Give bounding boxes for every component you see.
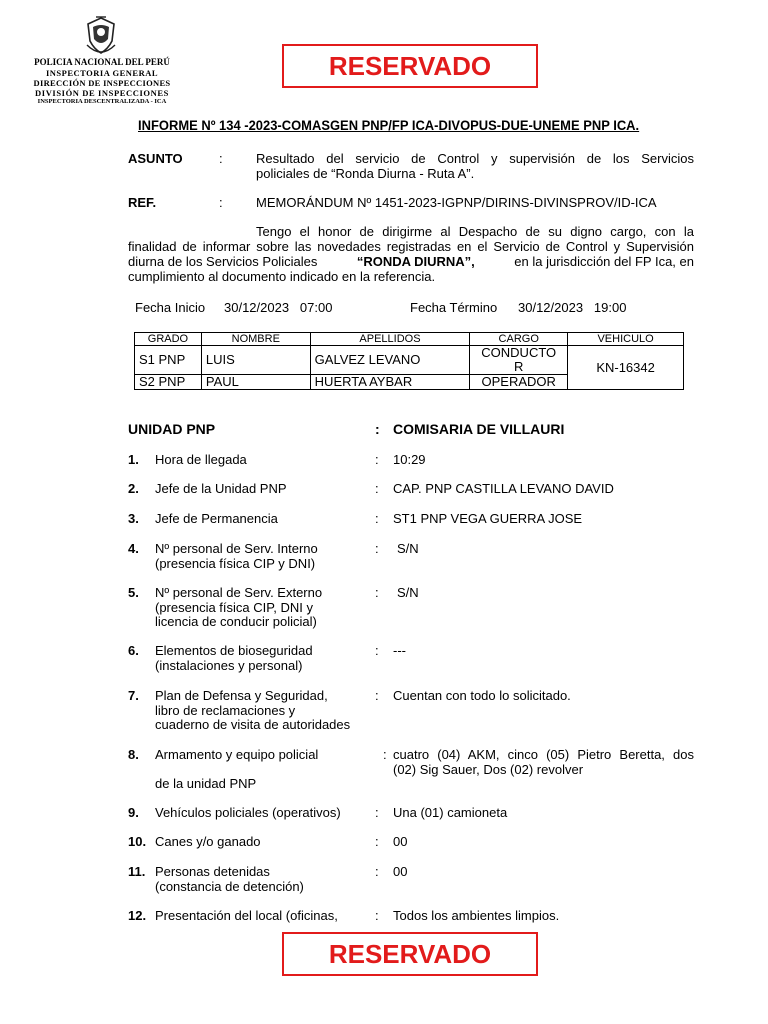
item-value: --- [393, 643, 406, 658]
item-number: 11. [128, 864, 146, 879]
item-label: Elementos de bioseguridad [155, 643, 313, 658]
item-label: Jefe de la Unidad PNP [155, 481, 287, 496]
item-value: Una (01) camioneta [393, 805, 508, 820]
cell-cargo [470, 346, 568, 375]
cell-grado: S2 PNP [135, 375, 202, 390]
intro-line-3a: diurna de los Servicios Policiales [128, 254, 321, 269]
org-line-3: DIRECCIÓN DE INSPECCIONES [33, 78, 171, 88]
asunto-line-1: Resultado del servicio de Control y supervisión de los Servicios [256, 151, 694, 166]
item-label: libro de reclamaciones y [155, 703, 296, 718]
item-label: licencia de conducir policial) [155, 614, 317, 629]
unidad-value: COMISARIA DE VILLAURI [393, 421, 565, 437]
item-value: S/N [397, 585, 419, 600]
table-row [135, 346, 684, 375]
item-number: 12. [128, 908, 147, 923]
item-value: Todos los ambientes limpios. [393, 908, 560, 923]
item-label: Jefe de Permanencia [155, 511, 278, 526]
col-header-apellidos: APELLIDOS [310, 333, 470, 346]
item-number: 9. [128, 805, 139, 820]
ref-label: REF. [128, 195, 157, 210]
item-sep: : [375, 541, 379, 556]
item-label: Nº personal de Serv. Externo [155, 585, 323, 600]
col-header-nombre: NOMBRE [201, 333, 310, 346]
reservado-stamp-top: RESERVADO [282, 44, 538, 88]
col-header-cargo: CARGO [470, 333, 568, 346]
cell-nombre: PAUL [201, 375, 310, 390]
end-label: Fecha Término [410, 300, 498, 315]
start-value: 30/12/2023 07:00 [224, 300, 333, 315]
asunto-label: ASUNTO [128, 151, 183, 166]
org-line-2: INSPECTORIA GENERAL [45, 68, 159, 78]
crew-header-row [135, 333, 684, 346]
item-sep: : [375, 481, 379, 496]
item-value: S/N [397, 541, 419, 556]
org-line-4: DIVISIÓN DE INSPECCIONES [35, 88, 169, 98]
end-value: 30/12/2023 19:00 [518, 300, 627, 315]
item-number: 5. [128, 585, 139, 600]
item-label: de la unidad PNP [155, 776, 257, 791]
item-sep: : [375, 643, 379, 658]
item-number: 1. [128, 452, 139, 467]
item-sep: : [375, 864, 379, 879]
item-value: 00 [393, 834, 408, 849]
intro-line-1: Tengo el honor de dirigirme al Despacho de su digno cargo, con la [256, 224, 694, 239]
item-number: 4. [128, 541, 139, 556]
item-label: (constancia de detención) [155, 879, 304, 894]
intro-line-4: cumplimiento al documento indicado en la referencia. [128, 269, 436, 284]
item-value: Cuentan con todo lo solicitado. [393, 688, 571, 703]
item-label: (presencia física CIP y DNI) [155, 556, 316, 571]
item-sep: : [383, 747, 387, 762]
cell-cargo-line-2: R [514, 359, 524, 374]
item-label: Vehículos policiales (operativos) [155, 805, 341, 820]
item-label: Plan de Defensa y Seguridad, [155, 688, 328, 703]
item-number: 10. [128, 834, 147, 849]
cell-apellidos: GALVEZ LEVANO [310, 346, 470, 375]
item-value: CAP. PNP CASTILLA LEVANO DAVID [393, 481, 614, 496]
org-line-5: INSPECTORIA DESCENTRALIZADA - ICA [37, 98, 167, 105]
item-sep: : [375, 452, 379, 467]
item-label: cuaderno de visita de autoridades [155, 717, 351, 732]
cell-cargo: OPERADOR [470, 375, 568, 390]
ref-sep: : [219, 195, 223, 210]
item-sep: : [375, 805, 379, 820]
item-sep: : [375, 688, 379, 703]
police-emblem-icon [84, 15, 118, 55]
item-sep: : [375, 585, 379, 600]
intro-line-3c: en la jurisdicción del FP Ica, en [510, 254, 694, 269]
item-number: 7. [128, 688, 139, 703]
item-label: (presencia física CIP, DNI y [155, 600, 313, 615]
item-value: cuatro (04) AKM, cinco (05) Pietro Beretta, dos [393, 747, 694, 762]
asunto-sep: : [219, 151, 223, 166]
crew-table [134, 332, 684, 390]
document-title: INFORME Nº 134 -2023-COMASGEN PNP/FP ICA-DIVOPUS-DUE-UNEME PNP ICA. [138, 118, 640, 133]
intro-line-3 [128, 254, 694, 269]
item-sep: : [375, 834, 379, 849]
item-number: 6. [128, 643, 139, 658]
item-label: Canes y/o ganado [155, 834, 261, 849]
cell-grado: S1 PNP [135, 346, 202, 375]
item-value: (02) Sig Sauer, Dos (02) revolver [393, 762, 584, 777]
item-label: Personas detenidas [155, 864, 270, 879]
unidad-sep: : [375, 421, 380, 437]
item-number: 3. [128, 511, 139, 526]
start-label: Fecha Inicio [135, 300, 206, 315]
cell-apellidos: HUERTA AYBAR [310, 375, 470, 390]
item-sep: : [375, 511, 379, 526]
item-number: 8. [128, 747, 139, 762]
col-header-vehiculo: VEHICULO [568, 333, 684, 346]
intro-line-3b: “RONDA DIURNA”, [356, 254, 475, 269]
item-label: Hora de llegada [155, 452, 247, 467]
intro-line-2: finalidad de informar sobre las novedades registradas en el Servicio de Control y Supervisión [128, 239, 694, 254]
item-label: (instalaciones y personal) [155, 658, 303, 673]
col-header-grado: GRADO [135, 333, 202, 346]
item-label: Nº personal de Serv. Interno [155, 541, 318, 556]
asunto-line-2: policiales de “Ronda Diurna - Ruta A”. [256, 166, 475, 181]
item-value: ST1 PNP VEGA GUERRA JOSE [393, 511, 583, 526]
unidad-label: UNIDAD PNP [128, 421, 216, 437]
cell-vehiculo: KN-16342 [568, 346, 684, 390]
item-value: 10:29 [393, 452, 426, 467]
cell-nombre: LUIS [201, 346, 310, 375]
cell-cargo-line-1: CONDUCTO [481, 345, 557, 360]
item-value: 00 [393, 864, 408, 879]
org-line-1: POLICIA NACIONAL DEL PERÚ [34, 57, 170, 67]
item-sep: : [375, 908, 379, 923]
reservado-stamp-bottom: RESERVADO [282, 932, 538, 976]
item-label: Armamento y equipo policial [155, 747, 319, 762]
ref-value: MEMORÁNDUM Nº 1451-2023-IGPNP/DIRINS-DIVINSPROV/ID-ICA [256, 195, 657, 210]
item-label: Presentación del local (oficinas, [155, 908, 338, 923]
item-number: 2. [128, 481, 139, 496]
